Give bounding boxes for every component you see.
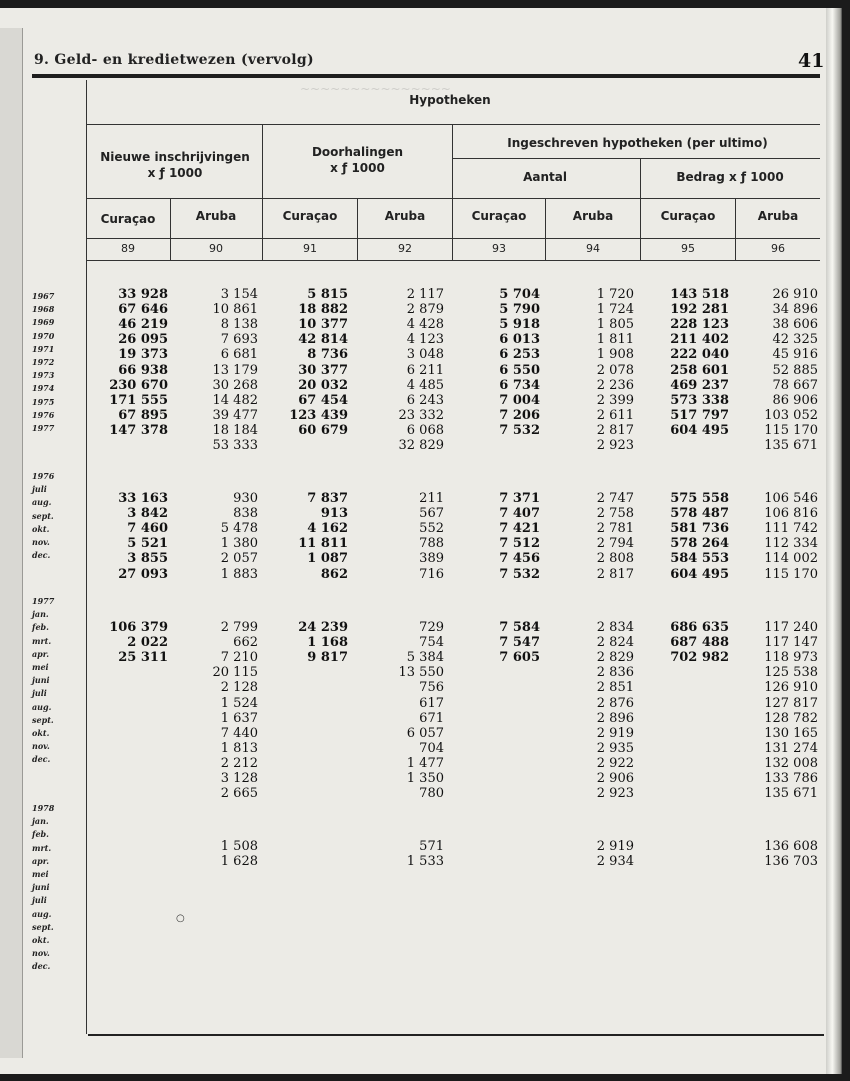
row-label: sept. [32,510,54,521]
table-cell: 258 601 [670,362,729,378]
table-cell: 2 834 [596,620,634,635]
table-cell: 2 781 [596,521,634,537]
curacao-header: Curaçao [282,209,338,223]
bleed-through-text: ~~~~~~~~~~~~~~~ [300,82,451,96]
table-cell: 6 681 [220,347,258,363]
table-cell: 228 123 [670,317,729,333]
table-cell: 5 704 [499,287,540,302]
row-label: 1975 [32,396,55,407]
table-cell: 34 896 [772,302,818,318]
header-divider [640,158,641,260]
table-cell: 32 829 [398,438,444,453]
table-cell: 26 095 [118,332,168,348]
header-rule [452,158,820,159]
row-label: sept. [32,921,54,932]
table-cell: 7 837 [307,491,348,506]
table-cell: 18 882 [298,302,348,318]
table-cell: 2 824 [596,635,634,651]
row-label: aug. [32,497,52,508]
table-cell: 7 206 [499,407,540,423]
table-cell: 2 935 [596,740,634,756]
table-cell: 7 605 [499,650,540,666]
row-label: 1970 [32,330,55,341]
table-cell: 6 243 [406,392,444,408]
table-cell: 1 380 [220,536,258,552]
table-cell: 2 922 [596,755,634,771]
table-cell: 6 068 [406,422,444,438]
table-cell: 662 [233,635,258,651]
table-cell: 136 608 [764,839,818,854]
row-label: 1976 [32,409,55,420]
table-cell: 3 855 [127,551,168,567]
table-cell: 7 532 [499,422,540,438]
table-cell: 1 524 [220,695,258,711]
table-cell: 567 [419,506,444,522]
table-cell: 3 154 [220,287,258,302]
column-number: 93 [492,242,506,255]
table-cell: 38 606 [772,317,818,333]
row-label: 1974 [32,383,55,394]
table-cell: 33 928 [118,287,168,302]
row-label: dec. [32,961,51,972]
table-cell: 6 013 [499,332,540,348]
table-cell: 8 736 [307,347,348,363]
table-cell: 45 916 [772,347,818,363]
row-label: 1977 [32,423,55,433]
row-label: feb. [32,829,49,840]
table-cell: 1 533 [406,854,444,870]
table-cell: 780 [419,786,444,802]
table-cell: 6 057 [406,725,444,741]
top-rule [32,74,820,78]
table-cell: 24 239 [298,620,348,635]
row-label: juli [32,688,47,699]
table-cell: 1 637 [220,710,258,726]
row-label: nov. [32,948,50,959]
table-cell: 1 724 [596,302,634,318]
aruba-header: Aruba [757,209,799,223]
row-label: apr. [32,648,50,659]
table-cell: 2 078 [596,362,634,378]
table-cell: 222 040 [670,347,729,363]
table-cell: 30 268 [212,377,258,393]
table-cell: 130 165 [764,725,818,741]
table-cell: 2 906 [596,771,634,786]
table-cell: 131 274 [764,740,818,756]
aruba-header: Aruba [384,209,426,223]
row-label: mrt. [32,842,52,853]
table-cell: 3 048 [406,347,444,363]
table-cell: 913 [320,506,348,522]
table-cell: 7 440 [220,725,258,741]
table-cell: 6 253 [499,347,540,363]
row-label: juli [32,484,47,495]
table-cell: 10 377 [298,317,348,333]
table-cell: 211 402 [670,332,729,348]
table-cell: 106 546 [764,491,818,506]
row-label: 1978 [32,803,55,813]
table-cell: 2 919 [596,839,634,854]
table-cell: 39 477 [212,407,258,423]
table-cell: 230 670 [109,377,168,393]
table-cell: 2 212 [220,755,258,771]
curacao-header: Curaçao [471,209,527,223]
table-cell: 862 [320,566,348,582]
table-cell: 687 488 [670,635,729,651]
column-number: 96 [771,242,785,255]
table-cell: 2 758 [596,506,634,522]
aantal-header: Aantal [523,170,567,184]
table-cell: 5 790 [499,302,540,318]
table-cell: 1 813 [220,740,258,756]
table-cell: 2 117 [406,287,444,302]
table-cell: 2 919 [596,725,634,741]
table-cell: 7 584 [499,620,540,635]
previous-page-edge [0,28,23,1058]
table-cell: 118 973 [764,650,818,666]
header-divider [452,124,453,260]
row-label: okt. [32,935,50,945]
table-cell: 571 [419,839,444,854]
table-cell: 552 [419,521,444,537]
table-cell: 7 421 [499,521,540,537]
table-cell: 2 128 [220,680,258,696]
table-cell: 1 883 [220,566,258,582]
table-cell: 136 703 [764,854,818,870]
table-cell: 126 910 [764,680,818,696]
book-spine [826,8,842,1074]
table-cell: 5 918 [499,317,540,333]
table-cell: 14 482 [212,392,258,408]
header-rule [86,238,820,239]
table-cell: 13 179 [212,362,258,378]
table-cell: 617 [419,695,444,711]
table-cell: 143 518 [670,287,729,302]
table-cell: 115 170 [764,566,818,582]
table-cell: 106 379 [109,620,168,635]
table-cell: 1 720 [596,287,634,302]
table-cell: 128 782 [764,710,818,726]
table-cell: 18 184 [212,422,258,438]
table-cell: 2 934 [596,854,634,870]
table-cell: 111 742 [764,521,818,537]
table-cell: 8 138 [220,317,258,333]
table-cell: 1 350 [406,771,444,786]
table-cell: 117 147 [764,635,818,651]
aruba-header: Aruba [572,209,614,223]
table-cell: 19 373 [118,347,168,363]
table-cell: 5 384 [406,650,444,666]
table-cell: 67 646 [118,302,168,318]
table-cell: 788 [419,536,444,552]
header-divider [735,198,736,260]
table-cell: 1 087 [307,551,348,567]
table-cell: 756 [419,680,444,696]
table-cell: 5 521 [127,536,168,552]
header-divider [357,198,358,260]
table-cell: 6 211 [406,362,444,378]
table-cell: 7 456 [499,551,540,567]
table-cell: 171 555 [109,392,168,408]
column-number: 91 [303,242,317,255]
table-cell: 1 908 [596,347,634,363]
table-cell: 2 399 [596,392,634,408]
table-cell: 4 485 [406,377,444,393]
table-cell: 211 [419,491,444,506]
table-cell: 30 377 [298,362,348,378]
curacao-header: Curaçao [660,209,716,223]
row-label: aug. [32,908,52,919]
table-cell: 578 264 [670,536,729,552]
row-label: 1968 [32,304,55,315]
table-cell: 86 906 [772,392,818,408]
table-cell: 4 428 [406,317,444,333]
row-label: 1971 [32,343,55,354]
header-divider [170,198,171,260]
page-number: 41 [798,50,825,72]
table-cell: 2 817 [596,566,634,582]
table-cell: 581 736 [670,521,729,537]
table-cell: 7 532 [499,566,540,582]
row-label: feb. [32,622,49,633]
table-cell: 11 811 [298,536,348,552]
hypotheken-header: Hypotheken [409,93,491,107]
table-cell: 103 052 [764,407,818,423]
row-label: sept. [32,714,54,725]
row-label: okt. [32,523,50,534]
ingeschreven-header: Ingeschreven hypotheken (per ultimo) [507,136,768,150]
row-label: jan. [32,609,49,620]
table-cell: 106 816 [764,506,818,522]
column-number: 90 [209,242,223,255]
table-cell: 78 667 [772,377,818,393]
table-cell: 135 671 [764,786,818,802]
table-cell: 1 508 [220,839,258,854]
row-label: 1969 [32,317,55,328]
table-cell: 115 170 [764,422,818,438]
row-label: 1973 [32,370,55,381]
nieuwe-unit: x ƒ 1000 [147,166,203,180]
table-cell: 6 734 [499,377,540,393]
table-cell: 604 495 [670,422,729,438]
table-cell: 9 817 [307,650,348,666]
table-cell: 604 495 [670,566,729,582]
row-label: mei [32,662,49,672]
row-label: 1972 [32,357,55,367]
table-cell: 66 938 [118,362,168,378]
table-cell: 7 004 [499,392,540,408]
table-cell: 125 538 [764,665,818,681]
table-cell: 2 817 [596,422,634,438]
bedrag-header: Bedrag x ƒ 1000 [676,170,784,184]
table-cell: 10 861 [212,302,258,318]
table-cell: 578 487 [670,506,729,522]
table-cell: 123 439 [289,407,348,423]
row-label: juni [32,675,50,686]
table-cell: 7 210 [220,650,258,666]
table-cell: 4 123 [406,332,444,348]
printed-dot-mark: ○ [176,913,185,924]
row-label: nov. [32,537,50,547]
table-cell: 584 553 [670,551,729,567]
table-cell: 686 635 [670,620,729,635]
table-cell: 2 611 [596,407,634,423]
header-rule [86,198,820,199]
row-label: 1967 [32,291,55,301]
table-cell: 7 693 [220,332,258,348]
bottom-rule [88,1034,824,1036]
table-cell: 7 407 [499,506,540,522]
table-cell: 53 333 [212,438,258,453]
table-cell: 7 371 [499,491,540,506]
header-divider [545,198,546,260]
table-cell: 1 628 [220,854,258,870]
section-title: 9. Geld- en kredietwezen (vervolg) [34,52,314,68]
table-cell: 135 671 [764,438,818,453]
nieuwe-inschrijvingen-header: Nieuwe inschrijvingen [100,150,250,164]
doorhalingen-unit: x ƒ 1000 [330,161,385,175]
table-cell: 5 478 [220,521,258,537]
table-cell: 46 219 [118,317,168,333]
table-cell: 2 799 [220,620,258,635]
row-label: apr. [32,855,50,866]
document-page [0,8,842,1074]
table-cell: 573 338 [670,392,729,408]
table-cell: 716 [419,566,444,582]
table-cell: 3 128 [220,771,258,786]
table-cell: 20 032 [298,377,348,393]
table-cell: 838 [233,506,258,522]
table-cell: 33 163 [118,491,168,506]
table-cell: 930 [233,491,258,506]
table-cell: 27 093 [118,566,168,582]
column-number: 94 [586,242,600,255]
table-cell: 2 236 [596,377,634,393]
table-cell: 754 [419,635,444,651]
table-cell: 112 334 [764,536,818,552]
table-cell: 2 665 [220,786,258,802]
table-cell: 1 805 [596,317,634,333]
table-cell: 42 325 [772,332,818,348]
table-cell: 1 168 [307,635,348,651]
table-cell: 67 454 [298,392,348,408]
table-cell: 127 817 [764,695,818,711]
table-cell: 20 115 [212,665,258,681]
table-cell: 671 [419,710,444,726]
table-cell: 575 558 [670,491,729,506]
table-cell: 517 797 [670,407,729,423]
column-number: 95 [681,242,695,255]
column-number: 92 [398,242,412,255]
table-cell: 133 786 [764,771,818,786]
table-cell: 2 022 [127,635,168,651]
table-cell: 2 057 [220,551,258,567]
row-label: aug. [32,701,52,712]
table-cell: 2 923 [596,786,634,802]
row-label: nov. [32,741,50,752]
table-cell: 5 815 [307,287,348,302]
table-cell: 132 008 [764,755,818,771]
row-label: juni [32,882,50,893]
row-label: jan. [32,816,49,827]
table-cell: 2 808 [596,551,634,567]
table-cell: 2 879 [406,302,444,318]
row-label: 1977 [32,596,55,606]
table-cell: 7 547 [499,635,540,651]
table-cell: 389 [419,551,444,567]
table-cell: 117 240 [764,620,818,635]
table-cell: 25 311 [118,650,168,666]
table-cell: 7 460 [127,521,168,537]
table-cell: 1 811 [596,332,634,348]
table-cell: 7 512 [499,536,540,552]
table-cell: 2 836 [596,665,634,681]
row-label: mrt. [32,635,52,646]
row-label: mei [32,869,49,879]
table-cell: 192 281 [670,302,729,318]
table-cell: 2 876 [596,695,634,711]
row-label: dec. [32,550,51,561]
table-cell: 2 794 [596,536,634,552]
table-cell: 42 814 [298,332,348,348]
table-cell: 704 [419,740,444,756]
table-cell: 6 550 [499,362,540,378]
row-label: okt. [32,728,50,738]
table-cell: 67 895 [118,407,168,423]
header-rule [86,260,820,261]
table-cell: 1 477 [406,755,444,771]
table-cell: 2 896 [596,710,634,726]
doorhalingen-header: Doorhalingen [311,145,404,159]
row-label: juli [32,895,47,906]
table-cell: 13 550 [398,665,444,681]
table-cell: 2 851 [596,680,634,696]
table-cell: 26 910 [772,287,818,302]
header-divider [262,124,263,260]
column-number: 89 [121,242,135,255]
table-cell: 52 885 [772,362,818,378]
table-cell: 114 002 [764,551,818,567]
table-cell: 2 923 [596,438,634,453]
table-cell: 60 679 [298,422,348,438]
aruba-header: Aruba [195,209,237,223]
header-rule [86,124,820,125]
table-cell: 702 982 [670,650,729,666]
table-cell: 4 162 [307,521,348,537]
table-cell: 3 842 [127,506,168,522]
table-cell: 2 829 [596,650,634,666]
table-cell: 147 378 [109,422,168,438]
curacao-header: Curaçao [100,212,156,226]
row-label: dec. [32,754,51,765]
table-cell: 729 [419,620,444,635]
table-cell: 469 237 [670,377,729,393]
table-cell: 2 747 [596,491,634,506]
row-label: 1976 [32,471,55,481]
table-cell: 23 332 [398,407,444,423]
